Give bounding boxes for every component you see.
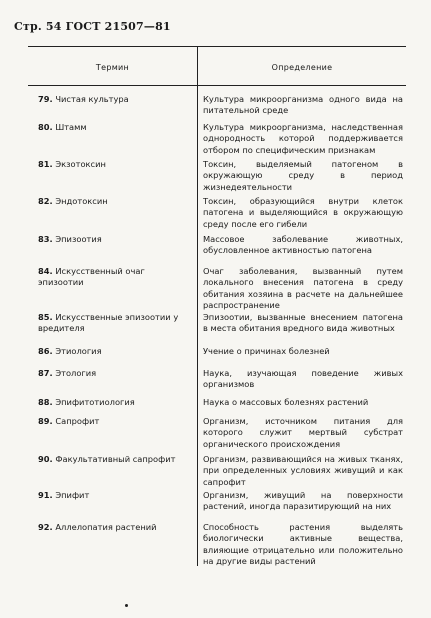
term-cell	[38, 122, 192, 133]
definition-cell: Культура микроорганизма одного вида на питательной среде	[203, 94, 403, 116]
term-number: 90.	[38, 454, 53, 464]
term-text: Искусственные эпизоотии у вредителя	[38, 312, 179, 334]
term-text: Эпизоотия	[55, 234, 102, 244]
term-number: 84.	[38, 266, 53, 276]
definition-cell: Культура микроорганизма, наследственная однородность которой поддерживается отбором по специфическим признакам	[203, 122, 403, 155]
term-number: 86.	[38, 346, 53, 356]
column-header-definition: Определение	[271, 63, 333, 72]
definition-cell: Организм, источником питания для которого служит мертвый субстрат органического происхождения	[203, 416, 403, 449]
term-text: Штамм	[55, 122, 87, 132]
term-text: Аллелопатия растений	[55, 522, 157, 532]
definition-cell: Токсин, образующийся внутри клеток патогена и выделяющийся в окружающую среду после его гибели	[203, 196, 403, 229]
term-cell	[38, 416, 192, 427]
term-text: Сапрофит	[55, 416, 100, 426]
term-cell	[38, 196, 192, 207]
term-number: 81.	[38, 159, 53, 169]
column-divider	[197, 46, 198, 566]
definition-cell: Организм, живущий на поверхности растений, иногда паразитирующий на них	[203, 490, 403, 512]
column-header-term: Термин	[95, 63, 130, 72]
term-cell	[38, 159, 192, 170]
definition-cell: Способность растения выделять биологически активные вещества, влияющие отрицательно или положительно на другие виды растений	[203, 522, 403, 566]
term-text: Этиология	[55, 346, 102, 356]
term-cell	[38, 368, 192, 379]
term-text: Эндотоксин	[55, 196, 108, 206]
term-cell	[38, 234, 192, 245]
definition-cell: Наука о массовых болезнях растений	[203, 397, 369, 407]
term-text: Факультативный сапрофит	[55, 454, 176, 464]
term-text: Этология	[55, 368, 97, 378]
definition-cell: Массовое заболевание животных, обусловленное активностью патогена	[203, 234, 403, 256]
term-number: 88.	[38, 397, 53, 407]
definition-cell: Наука, изучающая поведение живых организмов	[203, 368, 403, 390]
term-number: 91.	[38, 490, 53, 500]
term-text: Чистая культура	[55, 94, 129, 104]
term-cell	[38, 522, 192, 533]
definition-cell: Организм, развивающийся на живых тканях, при определенных условиях живущий и как сапрофит	[203, 454, 403, 487]
page-mark-dot	[125, 604, 128, 607]
term-cell	[38, 266, 192, 289]
term-text: Эпифит	[55, 490, 90, 500]
term-number: 79.	[38, 94, 53, 104]
term-cell	[38, 346, 192, 357]
term-cell	[38, 454, 192, 465]
term-text: Экзотоксин	[55, 159, 106, 169]
term-number: 83.	[38, 234, 53, 244]
term-number: 82.	[38, 196, 53, 206]
term-number: 80.	[38, 122, 53, 132]
definition-cell: Учение о причинах болезней	[203, 346, 330, 356]
term-cell	[38, 94, 192, 105]
term-number: 85.	[38, 312, 53, 322]
term-number: 92.	[38, 522, 53, 532]
definition-cell: Очаг заболевания, вызванный путем локального внесения патогена в среду обитания хозяина в расчете на дальнейшее распространение	[203, 266, 403, 310]
page-header: Стр. 54 ГОСТ 21507—81	[14, 20, 171, 33]
term-text: Искусственный очаг эпизоотии	[38, 266, 145, 288]
term-number: 89.	[38, 416, 53, 426]
term-cell	[38, 490, 192, 501]
definition-cell: Эпизоотии, вызванные внесением патогена в места обитания вредного вида животных	[203, 312, 403, 334]
definition-cell: Токсин, выделяемый патогеном в окружающую среду в период жизнедеятельности	[203, 159, 403, 192]
term-cell	[38, 312, 192, 335]
term-text: Эпифитотиология	[55, 397, 135, 407]
term-number: 87.	[38, 368, 53, 378]
term-cell	[38, 397, 192, 408]
